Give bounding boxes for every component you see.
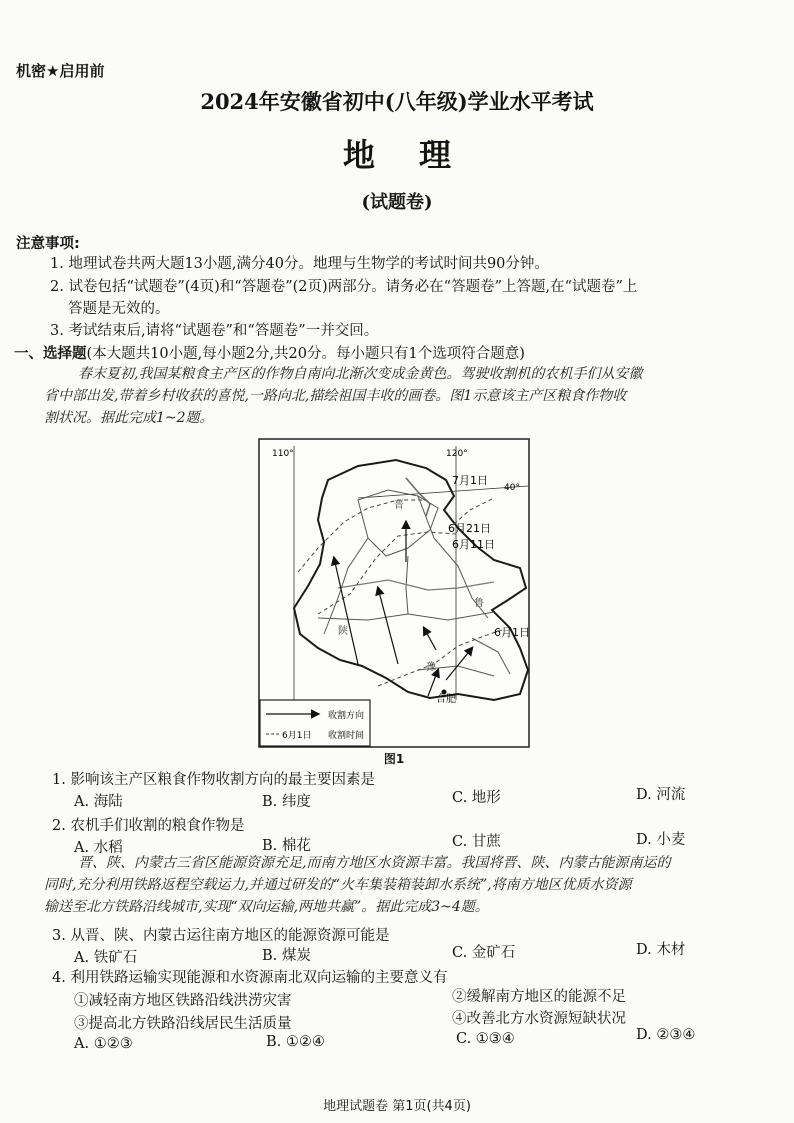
q3-option-c[interactable]: C. 金矿石: [452, 945, 516, 961]
province-label: 豫: [426, 662, 436, 673]
page-footer: 地理试题卷 第1页(共4页): [323, 1099, 471, 1114]
q3-option-d[interactable]: D. 木材: [636, 942, 686, 958]
q4-statement-3: ③提高北方铁路沿线居民生活质量: [74, 1016, 292, 1032]
confidential-label: 机密★启用前: [16, 62, 105, 80]
date-label-jun11: 6月11日: [452, 538, 495, 551]
passage-line: 同时,充分利用铁路返程空载运力,并通过研发的“火车集装箱装卸水系统”,将南方地区优质水资源: [44, 877, 632, 893]
q2-option-a[interactable]: A. 水稻: [74, 840, 123, 856]
figure-1-map: [258, 438, 530, 748]
passage-line: 割状况。据此完成1~2题。: [44, 410, 214, 426]
section-heading: [14, 342, 525, 363]
passage-line: 春末夏初,我国某粮食主产区的作物自南向北渐次变成金黄色。驾驶收割机的农机手们从安徽: [78, 366, 643, 382]
q3-option-a[interactable]: A. 铁矿石: [74, 950, 138, 966]
question-4-stem: 4. 利用铁路运输实现能源和水资源南北双向运输的主要意义有: [52, 970, 448, 986]
q4-option-c[interactable]: C. ①③④: [456, 1031, 515, 1047]
exam-title: 2024年安徽省初中(八年级)学业水平考试: [200, 89, 594, 114]
passage-2: [44, 852, 774, 918]
q1-option-d[interactable]: D. 河流: [636, 787, 686, 803]
note-item: 1. 地理试卷共两大题13小题,满分40分。地理与生物学的考试时间共90分钟。: [50, 256, 549, 272]
lon-label-right: 120°: [446, 449, 468, 459]
note-item: 3. 考试结束后,请将“试题卷”和“答题卷”一并交回。: [50, 323, 379, 339]
legend-time: 收割时间: [328, 731, 365, 741]
date-label-jun21: 6月21日: [448, 522, 491, 535]
q4-option-b[interactable]: B. ①②④: [266, 1034, 325, 1050]
question-1-stem: 1. 影响该主产区粮食作物收割方向的最主要因素是: [52, 772, 375, 788]
q1-option-a[interactable]: A. 海陆: [74, 794, 123, 810]
q4-option-d[interactable]: D. ②③④: [636, 1027, 696, 1043]
lon-label-left: 110°: [272, 449, 294, 459]
question-2-stem: 2. 农机手们收割的粮食作物是: [52, 818, 245, 834]
q2-option-c[interactable]: C. 甘蔗: [452, 834, 501, 850]
province-label: 陕: [338, 626, 348, 637]
province-label: 晋: [394, 500, 404, 511]
note-item: 2. 试卷包括“试题卷”(4页)和“答题卷”(2页)两部分。请务必在“答题卷”上答题,在“试题卷”上: [50, 279, 638, 295]
passage-line: 晋、陕、内蒙古三省区能源资源充足,而南方地区水资源丰富。我国将晋、陕、内蒙古能源南运的: [78, 855, 671, 871]
q1-option-b[interactable]: B. 纬度: [262, 794, 311, 810]
q4-statement-2: ②缓解南方地区的能源不足: [452, 989, 626, 1005]
q2-option-b[interactable]: B. 棉花: [262, 838, 311, 854]
subject-title: 地理: [342, 136, 495, 174]
q4-option-a[interactable]: A. ①②③: [74, 1036, 133, 1052]
harvest-map: [258, 438, 530, 748]
passage-1: [44, 363, 774, 429]
q1-option-c[interactable]: C. 地形: [452, 790, 501, 806]
passage-line: 输送至北方铁路沿线城市,实现“双向运输,两地共赢”。据此完成3~4题。: [44, 899, 489, 915]
legend-time-prefix: 6月1日: [282, 731, 312, 741]
q4-statement-1: ①减轻南方地区铁路沿线洪涝灾害: [74, 993, 292, 1009]
notes-heading: 注意事项:: [16, 236, 80, 252]
question-3-stem: 3. 从晋、陕、内蒙古运往南方地区的能源资源可能是: [52, 928, 390, 944]
section-instructions: (本大题共10小题,每小题2分,共20分。每小题只有1个选项符合题意): [86, 346, 525, 362]
q2-option-d[interactable]: D. 小麦: [636, 832, 686, 848]
passage-line: 省中部出发,带着乡村收获的喜悦,一路向北,描绘祖国丰收的画卷。图1示意该主产区粮食作物收: [44, 388, 627, 404]
date-label-jun1: 6月1日: [494, 626, 530, 639]
lat-label: 40°: [504, 483, 520, 493]
legend-direction: 收割方向: [328, 711, 365, 721]
figure-caption: 图1: [383, 752, 405, 766]
city-label-hefei: 合肥: [436, 694, 456, 705]
section-title: 一、选择题: [14, 346, 87, 362]
paper-type: (试题卷): [361, 192, 433, 213]
q4-statement-4: ④改善北方水资源短缺状况: [452, 1011, 626, 1027]
note-item: 答题是无效的。: [68, 301, 170, 317]
date-label-jul1: 7月1日: [452, 474, 488, 487]
q3-option-b[interactable]: B. 煤炭: [262, 948, 311, 964]
province-label: 鲁: [474, 598, 484, 609]
